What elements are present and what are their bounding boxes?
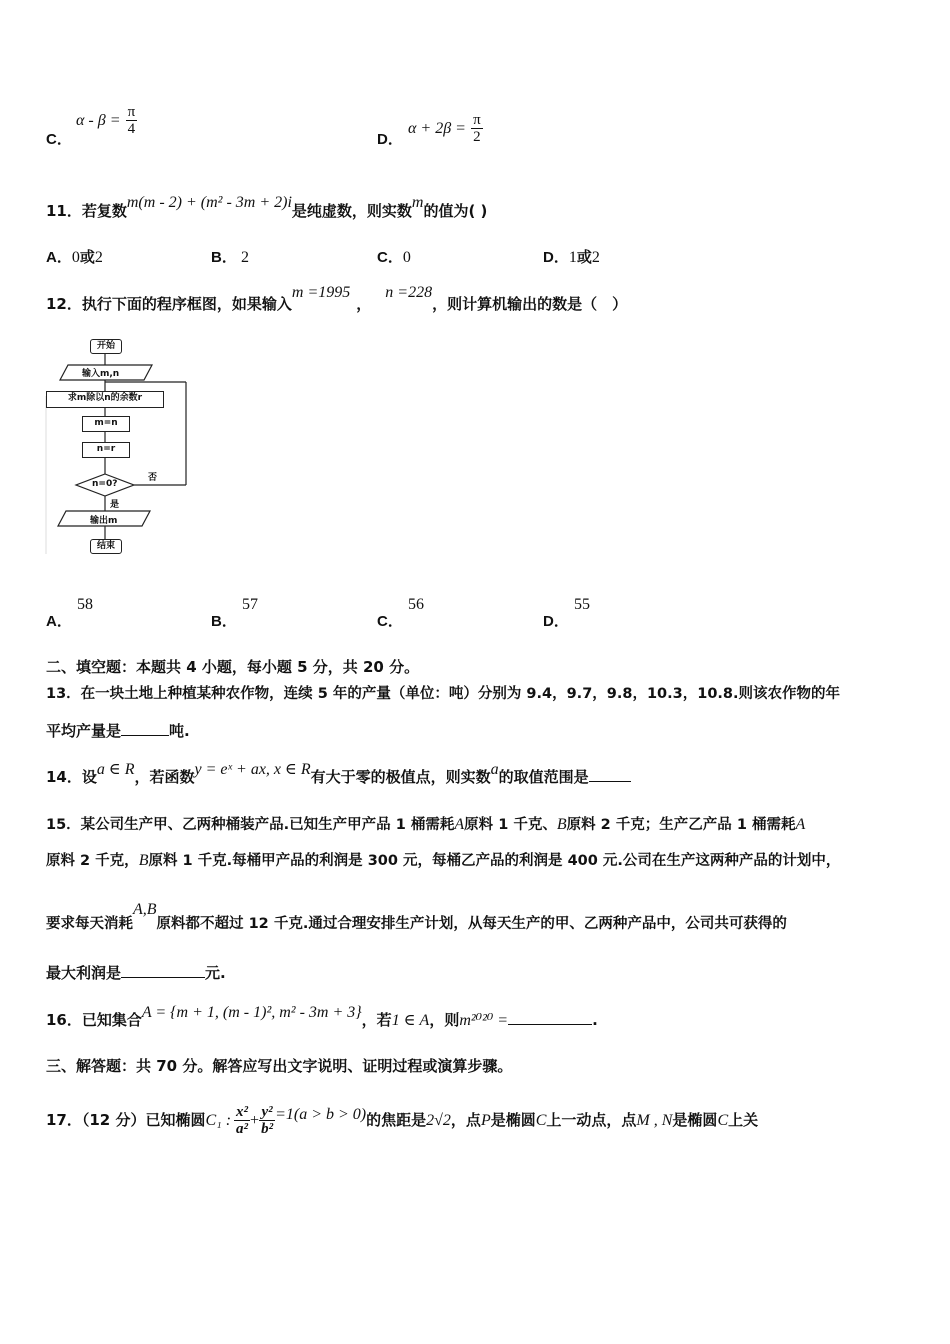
q16-set: A = {m + 1, (m - 1)², m² - 3m + 3} [141,1004,362,1021]
q13-line2-suffix: 吨. [169,722,190,740]
q11-option-a-value2: 2 [94,249,103,266]
q12-option-d-label: D． [543,613,569,630]
q11-option-a [46,246,103,267]
q14-var: a [490,761,499,778]
q17-prefix: 17．（12 分）已知椭圆 [46,1111,206,1129]
q16-expression: m²⁰²⁰ = [459,1012,509,1029]
q15-line3-a: 要求每天消耗 [46,916,133,932]
q16-answer-blank [508,1010,592,1025]
q15-line4-b: 元. [205,964,226,982]
q15-line3-AB: A,B [133,901,157,918]
q15-line2-B: B [138,852,149,869]
q10-d-fraction [471,112,483,145]
q16-condition: 1 ∈ A [391,1012,430,1029]
q15-line1-A: A [454,816,465,833]
q17-y-denominator: b² [261,1121,274,1137]
q12-suffix: ，则计算机输出的数是（ ） [432,295,628,313]
q11-option-a-or: 或 [79,249,95,266]
q17-focal-length: 2√2 [426,1112,451,1129]
flowchart-assign-m: m=n [82,416,130,432]
q17-mid: 的焦距是 [366,1111,427,1129]
q12-n-input: n =228 [385,284,433,301]
q12-option-d-value: 55 [574,596,590,613]
q16-stem [46,1004,598,1030]
q12-option-c-value: 56 [408,596,424,613]
q11-option-d [543,246,600,267]
q17-curve-name: C₁ : [205,1112,232,1129]
q14-mid2: 有大于零的极值点，则实数 [310,768,491,786]
q11-option-d-or: 或 [576,249,592,266]
q11-option-c [377,246,411,267]
q17-mid3: 是椭圆 [490,1111,536,1129]
q12-prefix: 12．执行下面的程序框图，如果输入 [46,295,292,313]
q16-mid2: ，则 [429,1011,460,1029]
q10-d-denominator: 2 [473,129,481,145]
flowchart-end: 结束 [90,539,122,554]
q17-end: 上关 [728,1111,759,1129]
q17-point-p: P [480,1112,491,1129]
q15-line1-B: B [556,816,567,833]
section3-heading: 三、解答题：共 70 分。解答应写出文字说明、证明过程或演算步骤。 [46,1057,513,1075]
q10-c-denominator: 4 [127,121,136,137]
q12-option-b-label: B． [211,613,237,630]
q13-answer-blank [121,721,169,736]
q14-prefix: 14．设 [46,768,97,786]
q12-option-a-label: A． [46,613,72,630]
q11-option-b-label: B． [211,249,237,266]
flowchart-input: 输入m,n [82,369,120,379]
q11-option-c-value: 0 [402,249,411,266]
q10-d-numerator: π [473,112,481,128]
q16-mid: ，若 [361,1011,392,1029]
q17-y-numerator: y² [259,1104,275,1121]
q17-mid5: 是椭圆 [672,1111,718,1129]
q10-option-d-label: D． [377,131,403,148]
flowchart-assign-n: n=r [82,442,130,458]
q15-line2-a: 原料 2 千克， [46,853,139,869]
q15-line1 [46,813,805,834]
q17-curve-c2: C [717,1112,729,1129]
q15-line2 [46,849,840,870]
q15-line1-b: 原料 1 千克、 [464,817,557,833]
q17-points-mn: M , N [636,1112,673,1129]
q15-line3 [46,901,787,933]
q10-option-d-expr [408,112,483,145]
q14-stem [46,761,631,787]
q17-mid4: 上一动点，点 [546,1111,637,1129]
q17-plus: + [250,1112,260,1129]
q13-line1: 13．在一块土地上种植某种农作物，连续 5 年的产量（单位：吨）分别为 9.4，9.7，9.8，10.3，10.8.则该农作物的年 [46,686,841,702]
q12-flowchart [44,336,194,558]
q14-suffix: 的取值范围是 [498,768,589,786]
flowchart-no-label: 否 [148,473,158,483]
q11-option-a-label: A． [46,249,72,266]
q11-prefix: 11．若复数 [46,202,127,220]
q13-line2 [46,720,190,741]
flowchart-remainder: 求m除以n的余数r [46,391,164,408]
q17-x-numerator: x² [236,1104,249,1120]
q11-option-b-value: 2 [241,249,250,266]
q15-line1-a: 15．某公司生产甲、乙两种桶装产品.已知生产甲产品 1 桶需耗 [46,817,455,833]
q15-answer-blank [121,963,205,978]
q11-option-a-value: 0 [71,249,80,266]
flowchart-decision: n=0? [92,479,118,489]
q17-stem [46,1104,758,1137]
q15-line4-a: 最大利润是 [46,964,122,982]
q10-c-fraction [126,104,138,137]
q12-stem [46,284,628,314]
q11-option-d-value2: 2 [591,249,600,266]
q13-line2-prefix: 平均产量是 [46,722,122,740]
q10-c-numerator: π [127,104,136,120]
q17-equation-rest: =1(a > b > 0) [275,1106,367,1123]
q17-mid2: ，点 [450,1111,481,1129]
q11-stem [46,194,488,221]
q15-line2-b: 原料 1 千克.每桶甲产品的利润是 300 元，每桶乙产品的利润是 400 元.公司在生产这两种产品的计划中， [148,853,841,869]
q14-mid: ，若函数 [134,768,195,786]
q11-option-d-value: 1 [568,249,577,266]
q12-comma: ， [356,295,372,313]
q10-option-c-label: C． [46,131,72,148]
q12-option-a-value: 58 [77,596,93,613]
q11-suffix: 的值为( ) [423,202,488,220]
q17-curve-c: C [535,1112,547,1129]
q12-option-c-label: C． [377,613,403,630]
q15-line1-A2: A [795,816,806,833]
flowchart-yes-label: 是 [110,500,120,510]
q17-x-fraction [234,1104,250,1137]
q17-y-fraction [259,1104,275,1137]
q11-mid: 是纯虚数，则实数 [291,202,412,220]
q11-option-b [211,246,249,267]
q15-line1-c: 原料 2 千克；生产乙产品 1 桶需耗 [566,817,796,833]
q17-x-denominator: a² [236,1121,249,1137]
q12-option-b-value: 57 [242,596,258,613]
q12-m-input: m =1995 [291,284,351,301]
q14-answer-blank [589,767,631,782]
q10-d-expression: α + 2β = [408,120,466,137]
q10-c-expression: α - β = [76,112,121,129]
flowchart-start: 开始 [90,339,122,354]
q14-function: y = eˣ + ax, x ∈ R [194,761,311,778]
q15-line3-b: 原料都不超过 12 千克.通过合理安排生产计划，从每天生产的甲、乙两种产品中，公司共可获得的 [156,916,787,932]
q10-option-c-expr [76,104,137,137]
flowchart-output: 输出m [90,516,118,526]
q16-end: . [592,1011,598,1029]
q11-expression: m(m - 2) + (m² - 3m + 2)i [126,194,292,211]
section2-heading: 二、填空题：本题共 4 小题，每小题 5 分，共 20 分。 [46,658,420,676]
q16-prefix: 16．已知集合 [46,1011,142,1029]
q15-line4 [46,962,226,983]
q11-option-d-label: D． [543,249,569,266]
q11-var: m [411,194,424,211]
q11-option-c-label: C． [377,249,403,266]
q14-condition: a ∈ R [96,761,135,778]
